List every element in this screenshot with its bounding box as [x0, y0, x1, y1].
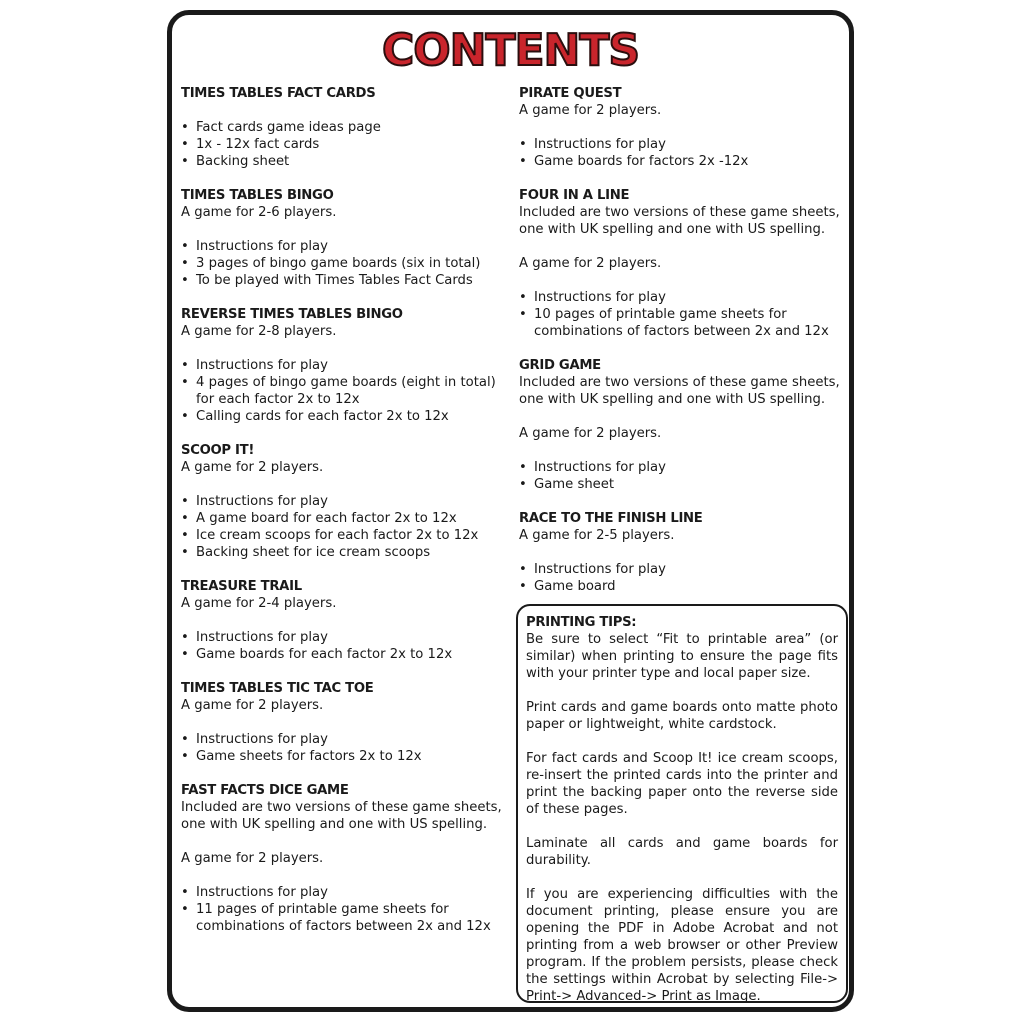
contents-section — [519, 357, 849, 493]
tip-paragraph: If you are experiencing difficulties with the document printing, please ensure you are opening the PDF in Adobe Acrobat and not printing from a web browser or other Preview program. If the problem persists, please check the settings within Acrobat by selecting File-> Print-> Advanced-> Print as Image. — [526, 887, 838, 1004]
contents-section — [519, 510, 849, 595]
bullet-list — [181, 493, 511, 561]
section-heading: REVERSE TIMES TABLES BINGO — [181, 307, 403, 322]
contents-section — [181, 187, 511, 289]
section-heading: FOUR IN A LINE — [519, 188, 630, 203]
tip-paragraph: Be sure to select “Fit to printable area” (or similar) when printing to ensure the page fits with your printer type and local paper size. — [526, 632, 838, 681]
contents-section — [181, 442, 511, 561]
tip-paragraph: Laminate all cards and game boards for durability. — [526, 836, 838, 868]
tip-paragraph: For fact cards and Scoop It! ice cream scoops, re-insert the printed cards into the printer and print the backing paper onto the reverse side of these pages. — [526, 751, 838, 817]
list-item: • Game sheet — [519, 476, 849, 493]
list-item: • 11 pages of printable game sheets for combinations of factors between 2x and 12x — [181, 901, 511, 935]
section-heading: TIMES TABLES BINGO — [181, 188, 334, 203]
section-heading: PIRATE QUEST — [519, 86, 622, 101]
list-item: • Calling cards for each factor 2x to 12x — [181, 408, 511, 425]
list-item: • Game board — [519, 578, 849, 595]
right-column — [519, 85, 849, 612]
list-item: • Instructions for play — [181, 731, 511, 748]
list-item: • A game board for each factor 2x to 12x — [181, 510, 511, 527]
list-item: • Instructions for play — [181, 884, 511, 901]
bullet-list — [519, 459, 849, 493]
list-item: • Instructions for play — [519, 561, 849, 578]
list-item: • Instructions for play — [181, 357, 511, 374]
list-item: • 1x - 12x fact cards — [181, 136, 511, 153]
list-item: • Game boards for each factor 2x to 12x — [181, 646, 511, 663]
section-description: A game for 2-5 players. — [519, 528, 675, 543]
list-item: • Backing sheet — [181, 153, 511, 170]
list-item: • Instructions for play — [519, 136, 849, 153]
bullet-list — [181, 731, 511, 765]
bullet-list — [181, 884, 511, 935]
bullet-list — [519, 289, 849, 340]
section-description: A game for 2-8 players. — [181, 324, 337, 339]
section-description: A game for 2-4 players. — [181, 596, 337, 611]
bullet-list — [181, 629, 511, 663]
list-item: • To be played with Times Tables Fact Cards — [181, 272, 511, 289]
section-heading: TREASURE TRAIL — [181, 579, 302, 594]
contents-section — [181, 306, 511, 425]
bullet-list — [519, 136, 849, 170]
section-players: A game for 2 players. — [519, 256, 662, 271]
list-item: • Backing sheet for ice cream scoops — [181, 544, 511, 561]
contents-section — [519, 85, 849, 170]
list-item: • 10 pages of printable game sheets for combinations of factors between 2x and 12x — [519, 306, 849, 340]
section-description: A game for 2 players. — [181, 460, 324, 475]
list-item: • Instructions for play — [519, 289, 849, 306]
section-description: Included are two versions of these game sheets, one with UK spelling and one with US spelling. — [519, 375, 840, 407]
section-description: Included are two versions of these game sheets, one with UK spelling and one with US spelling. — [519, 205, 840, 237]
section-players: A game for 2 players. — [181, 851, 324, 866]
section-description: Included are two versions of these game sheets, one with UK spelling and one with US spelling. — [181, 800, 502, 832]
bullet-list — [181, 357, 511, 425]
contents-section — [519, 187, 849, 340]
list-item: • Ice cream scoops for each factor 2x to 12x — [181, 527, 511, 544]
tip-paragraph: Print cards and game boards onto matte photo paper or lightweight, white cardstock. — [526, 700, 838, 732]
section-description: A game for 2 players. — [519, 103, 662, 118]
list-item: • Instructions for play — [181, 238, 511, 255]
page-title: CONTENTS — [381, 25, 640, 76]
section-heading: FAST FACTS DICE GAME — [181, 783, 349, 798]
bullet-list — [181, 238, 511, 289]
left-column — [181, 85, 511, 952]
contents-section — [181, 578, 511, 663]
list-item: • Instructions for play — [181, 493, 511, 510]
list-item: • Instructions for play — [181, 629, 511, 646]
list-item: • 3 pages of bingo game boards (six in total) — [181, 255, 511, 272]
list-item: • 4 pages of bingo game boards (eight in total) for each factor 2x to 12x — [181, 374, 511, 408]
bullet-list — [519, 561, 849, 595]
section-players: A game for 2 players. — [519, 426, 662, 441]
section-heading: TIMES TABLES TIC TAC TOE — [181, 681, 374, 696]
section-description: A game for 2-6 players. — [181, 205, 337, 220]
list-item: • Instructions for play — [519, 459, 849, 476]
contents-section — [181, 782, 511, 935]
printing-tips-heading: PRINTING TIPS: — [526, 615, 637, 630]
section-heading: RACE TO THE FINISH LINE — [519, 511, 703, 526]
list-item: • Game boards for factors 2x -12x — [519, 153, 849, 170]
list-item: • Game sheets for factors 2x to 12x — [181, 748, 511, 765]
section-description: A game for 2 players. — [181, 698, 324, 713]
section-heading: SCOOP IT! — [181, 443, 255, 458]
section-heading: GRID GAME — [519, 358, 601, 373]
contents-section — [181, 680, 511, 765]
contents-section — [181, 85, 511, 170]
contents-page — [167, 10, 854, 1012]
bullet-list — [181, 119, 511, 170]
list-item: • Fact cards game ideas page — [181, 119, 511, 136]
printing-tips-box — [516, 604, 848, 1003]
section-heading: TIMES TABLES FACT CARDS — [181, 86, 376, 101]
